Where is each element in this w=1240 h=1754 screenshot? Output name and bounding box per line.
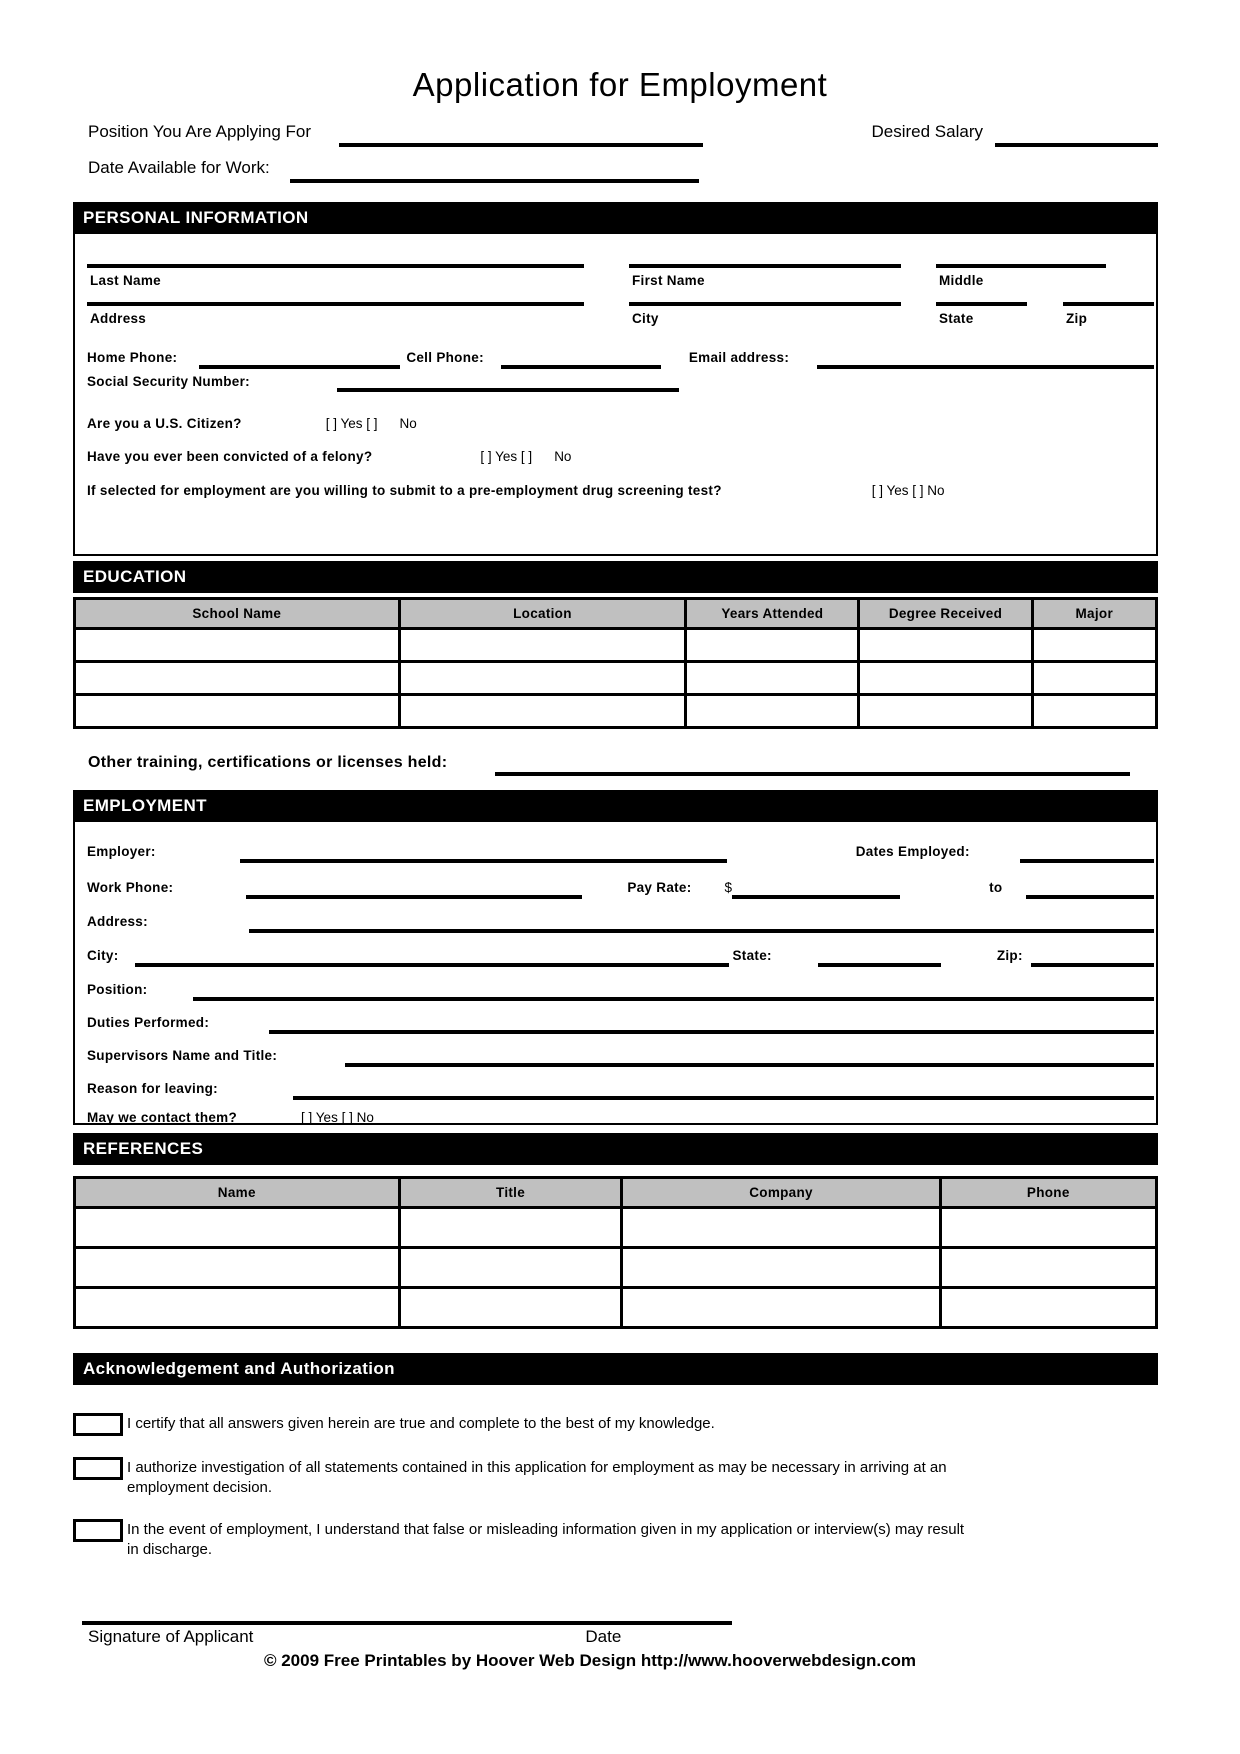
signature-labels-row: [0, 1627, 1240, 1647]
position-salary-row: [73, 122, 1158, 142]
state-label: State: [939, 311, 974, 326]
may-we-contact-row: [87, 1110, 1154, 1125]
reason-leaving-label: Reason for leaving:: [87, 1081, 218, 1096]
home-phone-input-line[interactable]: [199, 365, 400, 369]
employer-zip-input-line[interactable]: [1031, 963, 1154, 967]
education-cell[interactable]: [686, 629, 859, 662]
last-name-input-line[interactable]: [87, 264, 584, 268]
reference-cell[interactable]: [75, 1248, 400, 1288]
certify-checkbox[interactable]: [73, 1413, 123, 1436]
reference-cell[interactable]: [399, 1288, 622, 1328]
first-name-label: First Name: [632, 273, 705, 288]
felony-question-row: [87, 449, 1154, 464]
duties-row: [87, 1015, 1154, 1030]
email-label: Email address:: [688, 350, 790, 365]
references-header-name: Name: [75, 1178, 400, 1208]
form-title: Application for Employment: [412, 66, 828, 103]
reference-cell[interactable]: [399, 1208, 622, 1248]
cell-phone-label: Cell Phone:: [406, 350, 484, 365]
employer-state-input-line[interactable]: [818, 963, 941, 967]
education-cell[interactable]: [399, 629, 686, 662]
supervisor-row: [87, 1048, 1154, 1063]
cell-phone-input-line[interactable]: [501, 365, 661, 369]
employment-section-header: EMPLOYMENT: [73, 790, 1158, 822]
reference-cell[interactable]: [75, 1208, 400, 1248]
education-cell[interactable]: [399, 695, 686, 728]
education-header-years-attended: Years Attended: [686, 599, 859, 629]
education-table: [73, 597, 1158, 729]
certify-statement: I certify that all answers given herein are true and complete to the best of my knowledge.: [127, 1415, 715, 1432]
employer-state-label: State:: [732, 948, 772, 963]
false-information-checkbox[interactable]: [73, 1519, 123, 1542]
other-training-label: Other training, certifications or licenses held:: [88, 754, 448, 771]
position-label: Position You Are Applying For: [88, 122, 312, 141]
duties-input-line[interactable]: [269, 1030, 1154, 1034]
phone-email-row: [87, 350, 1154, 365]
felony-question-label: Have you ever been convicted of a felony?: [87, 449, 373, 464]
references-section-header: REFERENCES: [73, 1133, 1158, 1165]
references-row: [75, 1208, 1157, 1248]
authorize-investigation-checkbox[interactable]: [73, 1457, 123, 1480]
reference-cell[interactable]: [75, 1288, 400, 1328]
employer-label: Employer:: [87, 844, 156, 859]
drug-test-question-label: If selected for employment are you willing to submit to a pre-employment drug screening test?: [87, 483, 722, 498]
citizen-no-label[interactable]: No: [399, 416, 417, 431]
education-cell[interactable]: [399, 662, 686, 695]
copyright-notice: © 2009 Free Printables by Hoover Web Design http://www.hooverwebdesign.com: [263, 1651, 917, 1670]
education-cell[interactable]: [75, 695, 400, 728]
reference-cell[interactable]: [399, 1248, 622, 1288]
education-header-school-name: School Name: [75, 599, 400, 629]
employment-box: [73, 822, 1158, 1125]
signature-label: Signature of Applicant: [88, 1627, 254, 1646]
desired-salary-input-line[interactable]: [995, 143, 1158, 147]
education-cell[interactable]: [75, 662, 400, 695]
employer-address-input-line[interactable]: [249, 929, 1154, 933]
felony-no-label[interactable]: No: [554, 449, 572, 464]
reference-cell[interactable]: [622, 1248, 940, 1288]
home-phone-label: Home Phone:: [87, 350, 178, 365]
employer-address-label: Address:: [87, 914, 148, 929]
work-phone-payrate-row: [87, 880, 1154, 895]
email-input-line[interactable]: [817, 365, 1154, 369]
education-cell[interactable]: [1032, 695, 1156, 728]
address-fields-row: [87, 302, 1154, 326]
authorize-investigation-statement: I authorize investigation of all statements contained in this application for employment as may be necessary in arriving at an employment decision.: [127, 1459, 947, 1496]
reference-cell[interactable]: [940, 1208, 1156, 1248]
education-cell[interactable]: [859, 662, 1032, 695]
pay-rate-label: Pay Rate:: [627, 880, 692, 895]
citizen-question-row: [87, 416, 1154, 431]
employer-city-state-zip-row: [87, 948, 1154, 963]
personal-information-section-header: PERSONAL INFORMATION: [73, 202, 1158, 234]
education-cell[interactable]: [1032, 629, 1156, 662]
education-row: [75, 629, 1157, 662]
signature-input-line[interactable]: [82, 1621, 732, 1625]
references-header-phone: Phone: [940, 1178, 1156, 1208]
first-name-input-line[interactable]: [629, 264, 901, 268]
drug-test-yes-no-checkboxes[interactable]: [ ] Yes [ ] No: [871, 483, 945, 498]
employer-zip-label: Zip:: [996, 948, 1023, 963]
position-held-input-line[interactable]: [193, 997, 1154, 1001]
employer-row: [87, 822, 1154, 859]
education-section-header: EDUCATION: [73, 561, 1158, 593]
zip-label: Zip: [1066, 311, 1088, 326]
drug-test-question-row: [87, 483, 1154, 498]
middle-name-label: Middle: [939, 273, 984, 288]
education-cell[interactable]: [859, 629, 1032, 662]
employer-input-line[interactable]: [240, 859, 727, 863]
dates-employed-label: Dates Employed:: [855, 844, 970, 859]
supervisor-input-line[interactable]: [345, 1063, 1154, 1067]
currency-symbol: $: [724, 880, 733, 895]
position-input-line[interactable]: [339, 143, 703, 147]
employer-city-input-line[interactable]: [135, 963, 729, 967]
last-name-label: Last Name: [90, 273, 161, 288]
middle-name-input-line[interactable]: [936, 264, 1106, 268]
pay-rate-from-input-line[interactable]: [732, 895, 900, 899]
acknowledgement-item: [73, 1413, 1240, 1436]
education-header-degree-received: Degree Received: [859, 599, 1032, 629]
education-cell[interactable]: [75, 629, 400, 662]
education-row: [75, 695, 1157, 728]
reference-cell[interactable]: [940, 1288, 1156, 1328]
date-label: Date: [585, 1627, 622, 1646]
false-information-statement: In the event of employment, I understand that false or misleading information given in my application or interview(s) may result in discharge.: [127, 1521, 965, 1558]
work-phone-label: Work Phone:: [87, 880, 174, 895]
address-input-line[interactable]: [87, 302, 584, 306]
citizen-question-label: Are you a U.S. Citizen?: [87, 416, 242, 431]
supervisor-label: Supervisors Name and Title:: [87, 1048, 278, 1063]
pay-rate-to-input-line[interactable]: [1026, 895, 1154, 899]
dates-employed-input-line[interactable]: [1020, 859, 1154, 863]
ssn-row: [87, 374, 1154, 416]
name-fields-row: [87, 234, 1154, 288]
position-row: [87, 982, 1154, 997]
city-label: City: [632, 311, 659, 326]
reference-cell[interactable]: [940, 1248, 1156, 1288]
education-cell[interactable]: [686, 662, 859, 695]
position-held-label: Position:: [87, 982, 148, 997]
ssn-input-line[interactable]: [337, 388, 679, 392]
education-cell[interactable]: [686, 695, 859, 728]
duties-label: Duties Performed:: [87, 1015, 210, 1030]
may-we-contact-label: May we contact them?: [87, 1110, 238, 1125]
felony-yes-no-checkboxes[interactable]: [ ] Yes [ ]: [480, 449, 533, 464]
desired-salary-label: Desired Salary: [871, 122, 983, 141]
references-row: [75, 1248, 1157, 1288]
work-phone-input-line[interactable]: [246, 895, 582, 899]
education-cell[interactable]: [859, 695, 1032, 728]
acknowledgement-item: [73, 1457, 1240, 1497]
education-header-row: [75, 599, 1157, 629]
other-training-input-line[interactable]: [495, 772, 1130, 776]
reference-cell[interactable]: [622, 1288, 940, 1328]
education-header-major: Major: [1032, 599, 1156, 629]
city-input-line[interactable]: [629, 302, 901, 306]
zip-input-line[interactable]: [1063, 302, 1154, 306]
references-header-title: Title: [399, 1178, 622, 1208]
may-we-contact-yes-no-checkboxes[interactable]: [ ] Yes [ ] No: [301, 1110, 374, 1125]
references-table: [73, 1176, 1158, 1329]
personal-information-box: [73, 234, 1158, 556]
acknowledgement-section-header: Acknowledgement and Authorization: [73, 1353, 1158, 1385]
references-header-row: [75, 1178, 1157, 1208]
reason-leaving-row: [87, 1081, 1154, 1096]
references-header-company: Company: [622, 1178, 940, 1208]
state-input-line[interactable]: [936, 302, 1027, 306]
education-header-location: Location: [399, 599, 686, 629]
date-available-label: Date Available for Work:: [88, 158, 270, 177]
references-row: [75, 1288, 1157, 1328]
acknowledgement-item: [73, 1519, 1240, 1559]
other-training-row: [73, 754, 1158, 772]
employer-city-label: City:: [87, 948, 119, 963]
education-row: [75, 662, 1157, 695]
reference-cell[interactable]: [622, 1208, 940, 1248]
ssn-label: Social Security Number:: [87, 374, 250, 389]
citizen-yes-no-checkboxes[interactable]: [ ] Yes [ ]: [325, 416, 378, 431]
date-available-row: [73, 158, 1158, 178]
education-cell[interactable]: [1032, 662, 1156, 695]
reason-leaving-input-line[interactable]: [293, 1096, 1154, 1100]
employer-address-row: [87, 914, 1154, 929]
address-label: Address: [90, 311, 147, 326]
pay-rate-to-label: to: [989, 880, 1003, 895]
date-available-input-line[interactable]: [290, 179, 699, 183]
